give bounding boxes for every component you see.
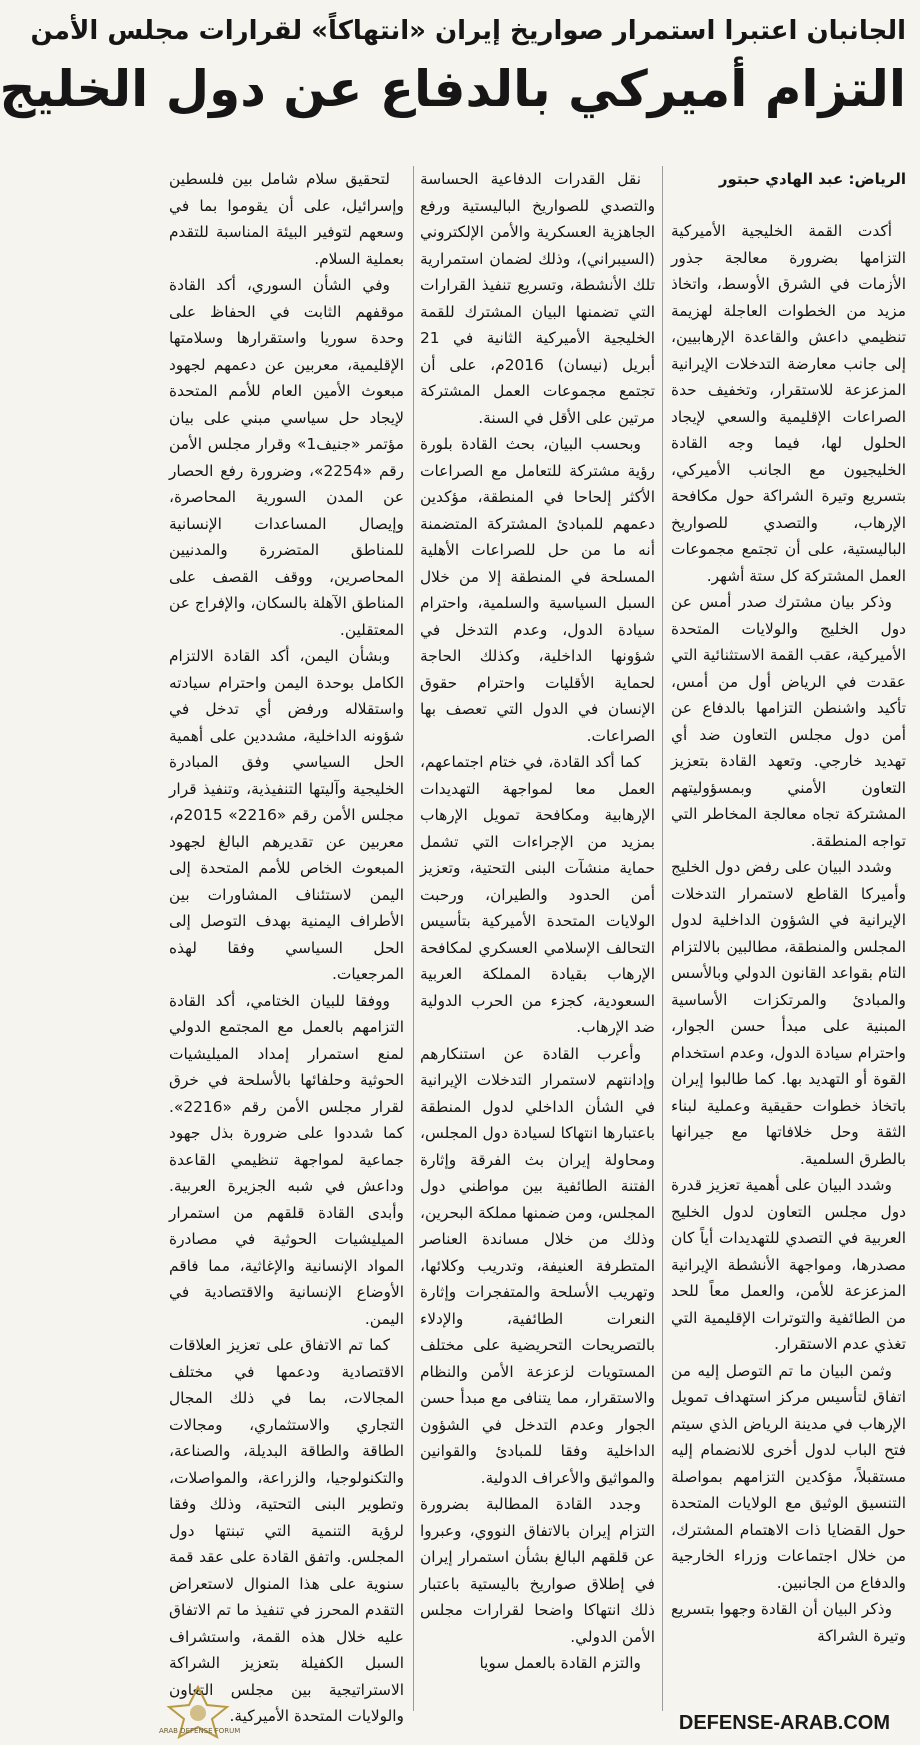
article-paragraph: أكدت القمة الخليجية الأميركية التزامها بضرورة معالجة جذور الأزمات في الشرق الأوسط، واتخاذ مزيد من الخطوات العاجلة لهزيمة تنظيمي داعش والقاعدة الإرهابيين، إلى جانب معارضة التدخلات الإيرانية المزعزعة للاستقرار، وتخفيف حدة الصراعات الإقليمية والسعي لإيجاد الحلول لها، فيما وجه القادة الخليجيون مع الجانب الأميركي، بتسريع وتيرة الشراكة حول مكافحة الإرهاب، والتصدي للصواريخ الباليستية، على أن تجتمع مجموعات العمل المشتركة كل ستة أشهر. <box>671 222 906 585</box>
column-right <box>671 166 906 1726</box>
article-paragraph: وأعرب القادة عن استنكارهم وإدانتهم لاستمرار التدخلات الإيرانية في الشأن الداخلي لدول المنطقة باعتبارها انتهاكا لسيادة دول المجلس، ومحاولة إيران بث الفرقة وإثارة الفتنة الطائفية بين مواطني دول المجلس، ومن ضمنها مملكة البحرين، وذلك من خلال مساندة العناصر المتطرفة العنيفة، وتدريب وكلائها، وتهريب الأسلحة والمتفجرات وإثارة النعرات الطائفية، والإدلاء بالتصريحات التحريضية على مختلف المستويات لزعزعة الأمن والنظام والاستقرار، مما يتنافى مع مبدأ حسن الجوار وعدم التدخل في الشؤون الداخلية وفقا للمبادئ والقوانين والمواثيق والأعراف الدولية. <box>420 1044 655 1487</box>
article-paragraph: لتحقيق سلام شامل بين فلسطين وإسرائيل، على أن يقوموا بما في وسعهم لتوفير البيئة المناسبة للتقدم بعملية السلام. <box>169 170 404 268</box>
article-paragraph: كما أكد القادة، في ختام اجتماعهم، العمل معا لمواجهة التهديدات الإرهابية ومكافحة تمويل الإرهاب بمزيد من الإجراءات التي تشمل حماية منشآت البنى التحتية، وتعزيز أمن الحدود والطيران، ورحبت الولايات المتحدة الأميركية بتأسيس التحالف الإسلامي العسكري لمكافحة الإرهاب بقيادة المملكة العربية السعودية، كجزء من الحرب الدولية ضد الإرهاب. <box>420 753 655 1036</box>
article-paragraph: وشدد البيان على أهمية تعزيز قدرة دول مجلس التعاون لدول الخليج العربية في التصدي للتهديدات أياً كان مصدرها، ومواجهة الأنشطة الإيرانية المزعزعة للأمن، والعمل معاً للحد من الطائفية والتوترات الإقليمية التي تغذي عدم الاستقرار. <box>671 1176 906 1353</box>
article-paragraph: وفي الشأن السوري، أكد القادة موقفهم الثابت في الحفاظ على وحدة سوريا واستقرارها وسلامتها الإقليمية، معربين عن دعمهم لجهود مبعوث الأمين العام للأمم المتحدة لإيجاد حل سياسي مبني على بيان مؤتمر «جنيف1» وقرار مجلس الأمن رقم «2254»، وضرورة رفع الحصار عن المدن السورية المحاصرة، وإيصال المساعدات الإنسانية للمناطق المتضررة والمدنيين المحاصرين، ووقف القصف على المناطق الآهلة بالسكان، والإفراج عن المعتقلين. <box>169 276 404 639</box>
column-divider <box>662 166 663 1711</box>
article-headline: التزام أميركي بالدفاع عن دول الخليج <box>0 60 906 118</box>
article-paragraph: وذكر البيان أن القادة وجهوا بتسريع وتيرة الشراكة <box>671 1600 906 1645</box>
column-middle <box>420 166 655 1726</box>
article-byline: الرياض: عبد الهادي حبتور <box>718 170 906 188</box>
article-paragraph: والتزم القادة بالعمل سويا <box>479 1654 641 1672</box>
article-paragraph: وبحسب البيان، بحث القادة بلورة رؤية مشتركة للتعامل مع الصراعات الأكثر إلحاحا في المنطقة، مؤكدين دعمهم للمبادئ المشتركة المتضمنة أنه ما من حل للصراعات الأهلية المسلحة في المنطقة إلا من خلال السبل السياسية والسلمية، واحترام سيادة الدول، وعدم التدخل في شؤونها الداخلية، وكذلك الحاجة لحماية الأقليات واحترام حقوق الإنسان في الدول التي تعصف بها الصراعات. <box>420 435 655 745</box>
article-paragraph: وبشأن اليمن، أكد القادة الالتزام الكامل بوحدة اليمن واحترام سيادته واستقلاله ورفض أي تدخل في شؤونه الداخلية، مشددين على أهمية الحل السياسي وفق المبادرة الخليجية وآليتها التنفيذية، وتنفيذ قرار مجلس الأمن رقم «2216» 2015م، معربين عن تقديرهم البالغ لجهود المبعوث الخاص للأمم المتحدة إلى اليمن لاستئناف المشاورات بين الأطراف اليمنية بهدف التوصل إلى الحل السياسي وفقا لهذه المرجعيات. <box>169 647 404 983</box>
article-kicker: الجانبان اعتبرا استمرار صواريخ إيران «انتهاكاً» لقرارات مجلس الأمن <box>30 16 906 46</box>
article-paragraph: وجدد القادة المطالبة بضرورة التزام إيران بالاتفاق النووي، وعبروا عن قلقهم البالغ بشأن استمرار إيران في إطلاق صواريخ باليستية باعتبار ذلك انتهاكا واضحا لقرارات مجلس الأمن الدولي. <box>420 1495 655 1646</box>
article-paragraph: كما تم الاتفاق على تعزيز العلاقات الاقتصادية ودعمها في مختلف المجالات، بما في ذلك المجال التجاري والاستثماري، ومجالات الطاقة والطاقة البديلة، والصناعة، والتكنولوجيا، والزراعة، والمواصلات، وتطوير البنى التحتية، وذلك وفقا لرؤية التنمية التي تبنتها دول المجلس. واتفق القادة على عقد قمة سنوية على هذا المنوال لاستعراض التقدم المحرز في تنفيذ ما تم الاتفاق عليه خلال هذه القمة، واستشراف السبل الكفيلة بتعزيز الشراكة الاستراتيجية بين مجلس التعاون والولايات المتحدة الأميركية. <box>169 1336 404 1725</box>
column-divider <box>413 166 414 1711</box>
forum-logo-text: ARAB DEFENSE FORUM <box>159 1727 241 1735</box>
article-paragraph: نقل القدرات الدفاعية الحساسة والتصدي للصواريخ الباليستية ورفع الجاهزية العسكرية والأمن الإلكتروني (السيبراني)، وذلك لضمان استمرارية تلك الأنشطة، وتسريع تنفيذ القرارات التي تضمنها البيان المشترك للقمة الخليجية الأميركية الثانية في 21 أبريل (نيسان) 2016م، على أن تجتمع مجموعات العمل المشتركة مرتين على الأقل في السنة. <box>420 170 656 427</box>
article-body <box>169 166 906 1726</box>
article-paragraph: وذكر بيان مشترك صدر أمس عن دول الخليج والولايات المتحدة الأميركية، عقب القمة الاستثنائية التي عقدت في الرياض أول من أمس، تأكيد واشنطن التزامها بالدفاع عن أمن دول مجلس التعاون ضد أي تهديد خارجي. وتعهد القادة بتعزيز التعاون الأمني وبمسؤوليتهم المشتركة تجاه معالجة المخاطر التي تواجه المنطقة. <box>671 593 906 850</box>
column-left <box>169 166 404 1726</box>
article-paragraph: وشدد البيان على رفض دول الخليج وأميركا القاطع لاستمرار التدخلات الإيرانية في الشؤون الداخلية لدول المجلس والمنطقة، مطالبين بالالتزام التام بقواعد القانون الدولي وبالأسس والمبادئ والمرتكزات الأساسية المبنية على مبدأ حسن الجوار، واحترام سيادة الدول، وعدم استخدام القوة أو التهديد بها. كما طالبوا إيران باتخاذ خطوات حقيقية وعملية لبناء الثقة وحل خلافاتها مع جيرانها بالطرق السلمية. <box>671 858 906 1168</box>
watermark-site[interactable]: DEFENSE-ARAB.COM <box>675 1712 894 1735</box>
article-paragraph: وثمن البيان ما تم التوصل إليه من اتفاق لتأسيس مركز استهداف تمويل الإرهاب في مدينة الرياض الذي سيتم فتح الباب لدول أخرى للانضمام إليه مستقبلاً، مؤكدين التزامهم بمواصلة التنسيق الوثيق مع الولايات المتحدة حول القضايا ذات الاهتمام المشترك، من خلال اجتماعات وزراء الخارجية والدفاع من الجانبين. <box>671 1361 906 1592</box>
article-paragraph: ووفقا للبيان الختامي، أكد القادة التزامهم بالعمل مع المجتمع الدولي لمنع استمرار إمداد الميليشيات الحوثية وحلفائها بالأسلحة في خرق لقرار مجلس الأمن رقم «2216». كما شددوا على ضرورة بذل جهود جماعية لمواجهة تنظيمي القاعدة وداعش في شبه الجزيرة العربية. وأبدى القادة قلقهم من استمرار الميليشيات الحوثية في مصادرة المواد الإنسانية والإغاثية، مما فاقم الأوضاع الإنسانية والاقتصادية في اليمن. <box>169 991 404 1328</box>
